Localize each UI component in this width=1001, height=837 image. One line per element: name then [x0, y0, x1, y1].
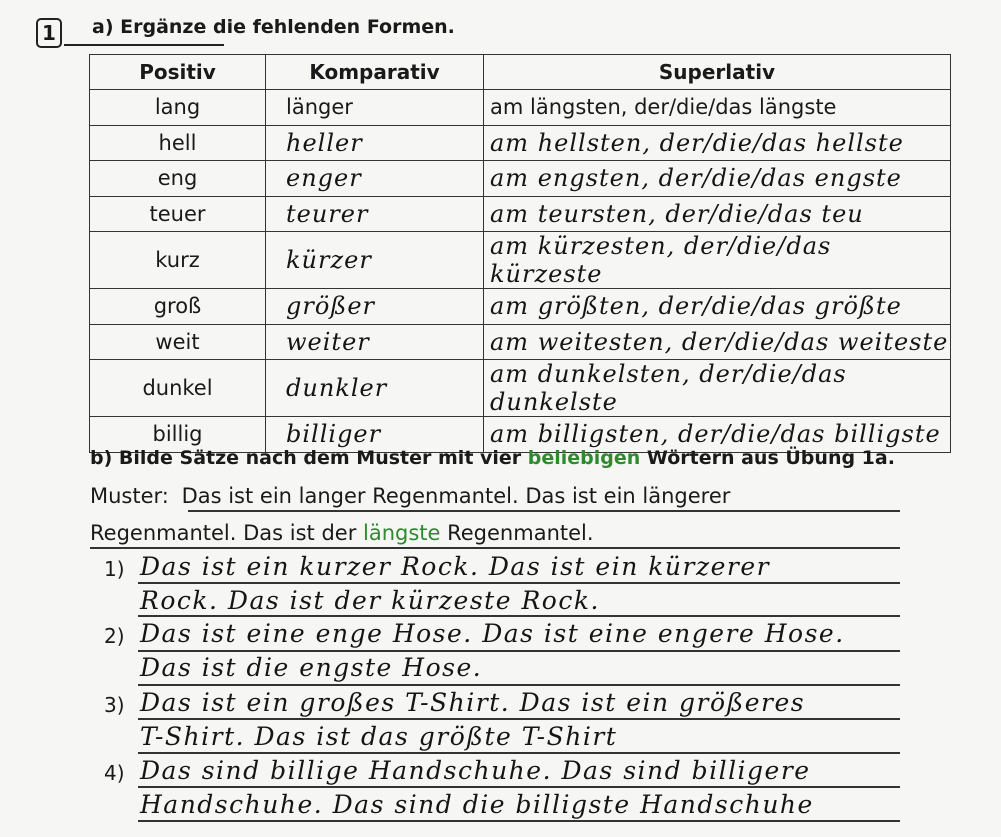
answer-1-line-1: Das ist ein kurzer Rock. Das ist ein kürzerer: [140, 552, 771, 581]
writing-line: [138, 752, 900, 754]
cell-komparativ: billiger: [266, 417, 484, 453]
cell-positiv: billig: [90, 417, 266, 453]
header-superlativ: Superlativ: [484, 55, 951, 90]
table-row: [90, 90, 951, 126]
cell-komparativ: teurer: [266, 196, 484, 232]
table-row: [90, 289, 951, 325]
cell-positiv: groß: [90, 289, 266, 325]
writing-line: [138, 615, 900, 617]
muster-line-1: [90, 484, 730, 510]
header-positiv: Positiv: [90, 55, 266, 90]
muster-label: Muster:: [90, 484, 169, 508]
answer-4-line-2: Handschuhe. Das sind die billigste Handschuhe: [140, 790, 814, 819]
answer-number: 3): [104, 693, 125, 717]
writing-line: [90, 547, 900, 549]
cell-komparativ: enger: [266, 161, 484, 197]
writing-line: [138, 820, 900, 822]
writing-line: [138, 650, 900, 652]
muster-text-2a: Regenmantel. Das ist der: [90, 521, 363, 545]
writing-line: [138, 718, 900, 720]
answer-1-line-2: Rock. Das ist der kürzeste Rock.: [140, 586, 600, 615]
part-b-title-highlight: beliebigen: [527, 447, 641, 469]
answer-number: 2): [104, 624, 125, 648]
cell-komparativ: heller: [266, 125, 484, 161]
part-a-title: a) Ergänze die fehlenden Formen.: [92, 16, 455, 38]
writing-line: [138, 786, 900, 788]
cell-positiv: teuer: [90, 196, 266, 232]
writing-line: [138, 582, 900, 584]
exercise-number: 1: [36, 18, 62, 48]
cell-superlativ: am teursten, der/die/das teu: [484, 196, 951, 232]
table-row: [90, 161, 951, 197]
cell-komparativ: dunkler: [266, 360, 484, 417]
cell-superlativ: am dunkelsten, der/die/das dunkelste: [484, 360, 951, 417]
muster-text-2b: Regenmantel.: [440, 521, 594, 545]
writing-line: [138, 684, 900, 686]
cell-positiv: hell: [90, 125, 266, 161]
cell-superlativ: am weitesten, der/die/das weiteste: [484, 324, 951, 360]
cell-superlativ: am kürzesten, der/die/das kürzeste: [484, 232, 951, 289]
cell-superlativ: am hellsten, der/die/das hellste: [484, 125, 951, 161]
comparison-table: [89, 54, 951, 453]
answer-3-line-1: Das ist ein großes T-Shirt. Das ist ein größeres: [140, 688, 806, 717]
header-komparativ: Komparativ: [266, 55, 484, 90]
answer-4-line-1: Das sind billige Handschuhe. Das sind billigere: [140, 756, 811, 785]
part-b-title: [90, 447, 895, 469]
table-row: [90, 324, 951, 360]
answer-2-line-1: Das ist eine enge Hose. Das ist eine engere Hose.: [140, 619, 845, 648]
cell-komparativ: weiter: [266, 324, 484, 360]
cell-superlativ: am engsten, der/die/das engste: [484, 161, 951, 197]
table-header-row: [90, 55, 951, 90]
table-row: [90, 232, 951, 289]
writing-line: [188, 510, 900, 512]
answer-2-line-2: Das ist die engste Hose.: [140, 653, 483, 682]
cell-positiv: weit: [90, 324, 266, 360]
cell-positiv: lang: [90, 90, 266, 126]
cell-komparativ: kürzer: [266, 232, 484, 289]
part-b-title-start: b) Bilde Sätze nach dem Muster mit vier: [90, 447, 528, 469]
answer-3-line-2: T-Shirt. Das ist das größte T-Shirt: [140, 722, 618, 751]
cell-positiv: eng: [90, 161, 266, 197]
part-b-title-end: Wörtern aus Übung 1a.: [640, 447, 895, 469]
cell-positiv: kurz: [90, 232, 266, 289]
muster-line-2: [90, 521, 594, 547]
cell-superlativ: am billigsten, der/die/das billigste: [484, 417, 951, 453]
cell-superlativ: am größten, der/die/das größte: [484, 289, 951, 325]
muster-text-2-highlight: längste: [363, 521, 441, 545]
answer-number: 4): [104, 761, 125, 785]
cell-superlativ: am längsten, der/die/das längste: [484, 90, 951, 126]
table-row: [90, 125, 951, 161]
cell-komparativ: größer: [266, 289, 484, 325]
table-row: [90, 360, 951, 417]
cell-positiv: dunkel: [90, 360, 266, 417]
muster-text-1: Das ist ein langer Regenmantel. Das ist ein längerer: [181, 484, 731, 508]
cell-komparativ: länger: [266, 90, 484, 126]
table-row: [90, 196, 951, 232]
answer-number: 1): [104, 557, 125, 581]
heading-underline: [64, 44, 224, 46]
